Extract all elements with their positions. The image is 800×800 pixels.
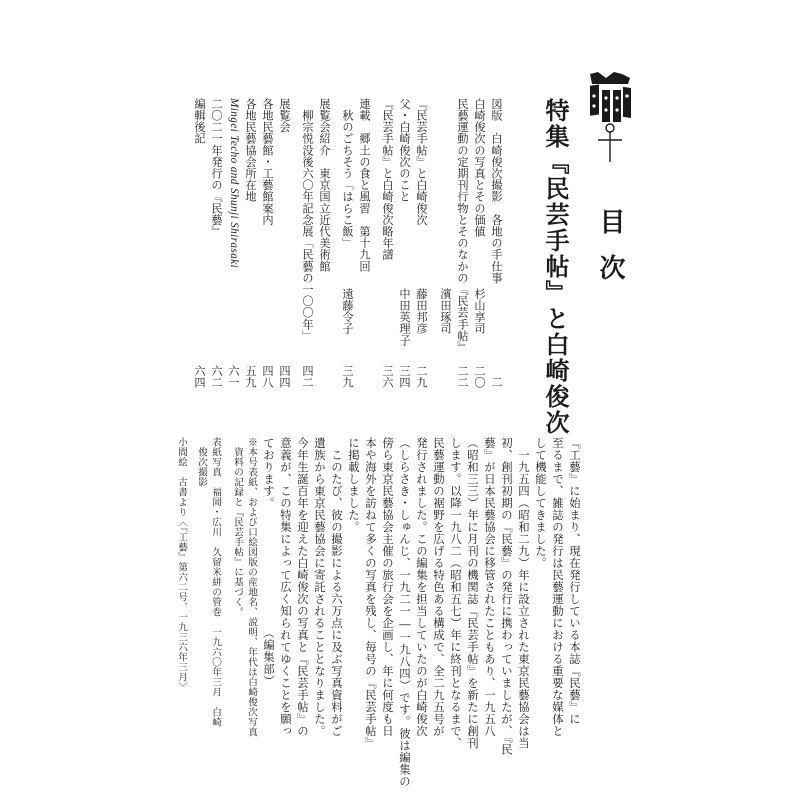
intro-line: 発行されました。この編集を担当していたのが白崎俊次: [415, 437, 429, 737]
note-line: 資料の記録と『民芸手帖』に基づく。: [232, 437, 243, 617]
toc-entry-page: 二九: [415, 364, 428, 388]
toc-entry-page: 五九: [244, 364, 257, 388]
toc-entry[interactable]: [437, 98, 454, 388]
toc-entry-title: 二〇二一年発行の『民藝』: [210, 98, 223, 238]
intro-line: （昭和三三）年に月刊の機関誌『民芸手帖』を新たに創刊: [466, 437, 480, 749]
intro-line: 意義が、この特集によって広く知られてゆくことを願っ: [279, 437, 293, 737]
intro-line: 初、創刊初期の『民藝』の発行に携わっていましたが、『民: [500, 437, 514, 756]
publisher-logo-icon: [588, 72, 632, 164]
toc-entry-page: 四八: [261, 364, 274, 388]
toc-entry-title: 柳宗悦没後六〇年記念展「民藝の一〇〇年」: [301, 98, 314, 342]
toc-entry-page: 六四: [193, 364, 206, 388]
toc-entry-title: 白崎俊次の写真とその価値: [473, 98, 486, 238]
intro-line: して機能してきました。: [534, 437, 548, 569]
toc-entry-title: 編輯後記: [193, 98, 206, 145]
intro-signature: （編集部）: [262, 627, 276, 687]
toc-entry-page: 三四: [398, 364, 411, 388]
toc-entry[interactable]: [225, 98, 242, 388]
intro-text: [253, 437, 583, 788]
toc-entry-page: 二〇: [473, 364, 486, 388]
toc-entry[interactable]: [471, 98, 488, 388]
note-line: 俊次撮影: [196, 437, 207, 487]
toc-entry[interactable]: [276, 98, 293, 388]
intro-line: （しらさき・しゅんじ、一九二一―一九八四）です。彼は編集の: [398, 437, 412, 788]
intro-line: 傍ら東京民藝協会主催の旅行会を企画し、年に何度も日: [381, 437, 395, 737]
toc-entry-title: 『民芸手帖』と白崎俊次略年譜: [381, 98, 394, 261]
toc-entry[interactable]: [339, 98, 356, 388]
intro-line: 『工藝』に始まり、現在発行している本誌『民藝』に: [568, 437, 582, 725]
toc-entry[interactable]: [488, 98, 505, 388]
intro-line: ております。: [262, 437, 276, 509]
toc-entry-title: 秋のごちそう「はらこ飯」: [341, 98, 354, 249]
toc-entry-author: 杉山享司: [473, 288, 486, 335]
toc-entry-title: 展覧会: [278, 98, 291, 133]
toc-entry[interactable]: [356, 98, 373, 388]
feature-title: 特集『民芸手帖』と白崎俊次: [541, 98, 570, 436]
toc-entry-author: 中田英理子: [398, 288, 411, 346]
toc-entry[interactable]: [396, 98, 413, 388]
toc-entry[interactable]: [299, 98, 316, 388]
intro-line: 今年生誕百年を迎えた白崎俊次の写真と『民芸手帖』の: [296, 437, 310, 737]
toc-entry-page: 二二: [456, 364, 469, 388]
toc-entry[interactable]: [454, 98, 471, 388]
toc-entry[interactable]: [379, 98, 396, 388]
intro-line: 一九五四（昭和二九）年に設立された東京民藝協会は当: [517, 449, 531, 749]
intro-line: このたび、彼の撮影による六万点に及ぶ写真資料がご: [330, 449, 344, 737]
toc-entry-title: 民藝運動の定期刊行物とそのなかの『民芸手帖』: [456, 98, 469, 354]
toc-entry-page: 六一: [227, 364, 240, 388]
notes-block: [170, 437, 258, 737]
toc-entry-page: 四四: [278, 364, 291, 388]
toc-entry-author: 濱田琢司: [439, 288, 452, 335]
toc-entry[interactable]: [191, 98, 208, 388]
toc-entry-page: 二: [490, 376, 503, 388]
toc-entry[interactable]: [242, 98, 259, 388]
toc-entry-author: 藤田邦彦: [415, 288, 428, 335]
intro-line: します。以降一九八二（昭和五七）年に終刊となるまで、: [449, 437, 463, 749]
toc-heading: 目次: [595, 208, 625, 300]
intro-line: 民藝運動の裾野を広げる特色ある構成で、全二九五号が: [432, 437, 446, 737]
intro-line: に掲載しました。: [347, 437, 361, 533]
toc-entry-page: 六二: [210, 364, 223, 388]
toc-entry-page: 三六: [381, 364, 394, 388]
toc-entry-title: Mingei Techo and Shunji Shirasaki: [228, 98, 240, 269]
toc-entry-page: 三九: [341, 364, 354, 388]
note-line: 表紙写真 福岡・広川 久留米絣の管巻 一九六〇年三月 白崎: [210, 437, 221, 727]
toc-entry-title: 『民芸手帖』と白崎俊次: [415, 98, 428, 226]
toc-entry-title: 図版 白崎俊次撮影 各地の手仕事: [490, 98, 503, 284]
intro-line: 本や海外を訪ねて多くの写真を残し、毎号の『民芸手帖』: [364, 437, 378, 749]
intro-line: 至るまで、雑誌の発行は民藝運動における重要な媒体と: [551, 437, 565, 737]
intro-line: 藝』が日本民藝協会に移管されたこともあり、一九五八: [483, 437, 497, 737]
toc-entry[interactable]: [259, 98, 276, 388]
intro-line: 遺族から東京民藝協会に寄託されることとなりました。: [313, 437, 327, 737]
toc-entry-title: 各地民藝協会所在地: [244, 98, 257, 203]
toc-entry-page: 四二: [301, 364, 314, 388]
note-line: 小間絵 古書より〈『工藝』第六二号、一九三六年三月〉: [176, 437, 187, 693]
toc-entry-title: 連載 郷土の食と風習 第十九回: [358, 98, 371, 272]
toc-entry-author: 遠藤令子: [341, 288, 354, 335]
toc-entry-title: 各地民藝館・工藝館案内: [261, 98, 274, 226]
toc-entry-title: 父・白崎俊次のこと: [398, 98, 411, 203]
toc-list: [170, 98, 505, 388]
toc-entry[interactable]: [413, 98, 430, 388]
toc-entry[interactable]: [208, 98, 225, 388]
toc-entry[interactable]: [316, 98, 333, 388]
toc-entry-title: 展覧会紹介 東京国立近代美術館: [318, 98, 331, 272]
note-line: ※本号表紙、および口絵図版の産地名、説明、年代は白崎俊次写真: [246, 437, 257, 737]
